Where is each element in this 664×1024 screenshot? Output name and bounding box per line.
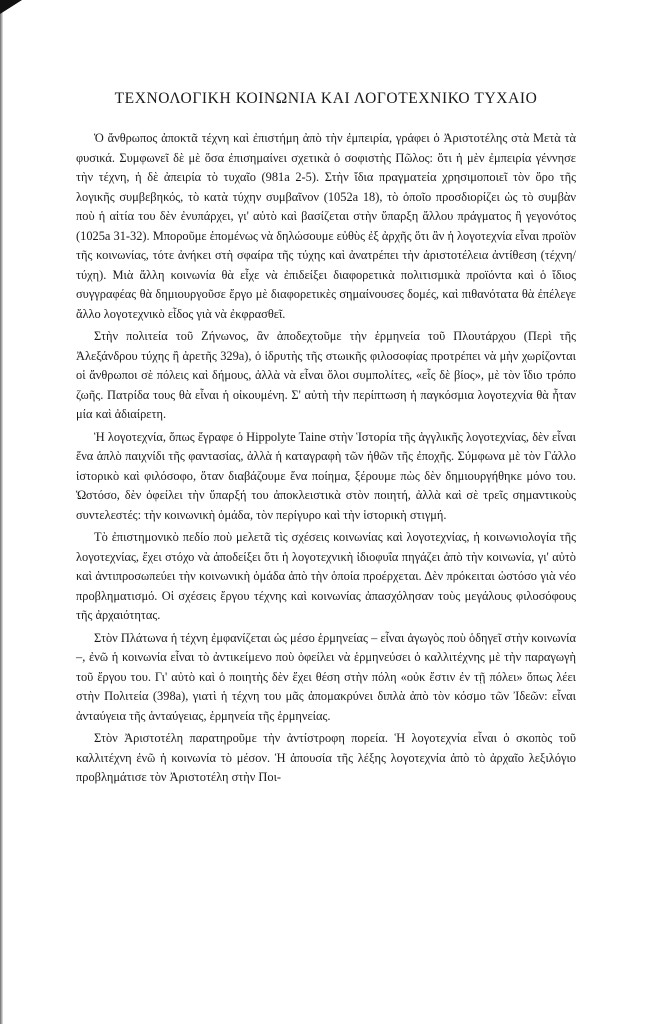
paragraph-5: Στὸν Πλάτωνα ἡ τέχνη ἐμφανίζεται ὡς μέσο ἑρμηνείας – εἶναι ἀγωγὸς ποὺ ὁδηγεῖ στὴν κοινωνία –, ἐνῶ ἡ κοινωνία εἶναι τὸ ἀντικείμενο ποὺ ὀφείλει νὰ ἑρμηνεύσει ὁ καλλιτέχνης μὲ τὴν παραγωγὴ τοῦ ἔργου του. Γι' αὐτὸ καὶ ὁ ποιητὴς δὲν ἔχει θέση στὴν πόλη «οὐκ ἔστιν ἐν τῇ πόλει» ὅπως λέει στὴν Πολιτεία (398a), γιατὶ ἡ τέχνη του μᾶς ἀπομακρύνει διπλὰ ἀπὸ τὸν κόσμο τῶν Ἰδεῶν: εἶναι ἀνταύγεια τῆς ἀνταύγειας, ἑρμηνεία τῆς ἑρμηνείας. (76, 630, 576, 723)
scan-edge (0, 0, 3, 1024)
paragraph-3: Ἡ λογοτεχνία, ὅπως ἔγραφε ὁ Hippolyte Taine στὴν Ἱστορία τῆς ἀγγλικῆς λογοτεχνίας, δὲν εἶναι ἕνα ἁπλὸ παιχνίδι τῆς φαντασίας, ἀλλὰ ἡ καταγραφὴ τῶν ἠθῶν τῆς ἐποχῆς. Σύμφωνα μὲ τὸν Γάλλο ἱστορικὸ καὶ φιλόσοφο, ὅταν διαβάζουμε ἕνα ποίημα, ξέρουμε πὼς δὲν δημιουργήθηκε μόνο του. Ὡστόσο, δὲν ὀφείλει τὴν ὕπαρξή του ἀποκλειστικὰ στὸν ποιητή, ἀλλὰ καὶ σὲ τρεῖς σημαντικοὺς συντελεστές: τὴν κοινωνικὴ ὁμάδα, τὸν περίγυρο καὶ τὴν ἱστορικὴ στιγμή. (76, 429, 576, 522)
paragraph-2: Στὴν πολιτεία τοῦ Ζήνωνος, ἂν ἀποδεχτοῦμε τὴν ἑρμηνεία τοῦ Πλουτάρχου (Περὶ τῆς Ἀλεξάνδρου τύχης ἢ ἀρετῆς 329a), ὁ ἱδρυτὴς τῆς στωικῆς φιλοσοφίας προτρέπει νὰ μὴν χωρίζονται οἱ ἄνθρωποι σὲ πόλεις καὶ δήμους, ἀλλὰ νὰ εἶναι ὅλοι συμπολίτες, «εἷς δὲ βίος», μὲ τὸν ἴδιο τρόπο ζωῆς. Πατρίδα τους θὰ εἶναι ἡ οἰκουμένη. Σ' αὐτὴ τὴν περίπτωση ἡ παγκόσμια λογοτεχνία θὰ ἦταν μία καὶ ἀδιαίρετη. (76, 329, 576, 421)
chapter-title: ΤΕΧΝΟΛΟΓΙΚΗ ΚΟΙΝΩΝΙΑ ΚΑΙ ΛΟΓΟΤΕΧΝΙΚΟ ΤΥΧΑΙΟ (114, 90, 538, 107)
body-text (76, 129, 576, 788)
scan-corner-mark (0, 0, 22, 14)
paragraph-1: Ὁ ἄνθρωπος ἀποκτᾶ τέχνη καὶ ἐπιστήμη ἀπὸ τὴν ἐμπειρία, γράφει ὁ Ἀριστοτέλης στὰ Μετὰ τὰ φυσικά. Συμφωνεῖ δὲ μὲ ὅσα ἐπισημαίνει σχετικὰ ὁ σοφιστὴς Πῶλος: ὅτι ἡ μὲν ἐμπειρία γέννησε τὴν τέχνη, ἡ δὲ ἀπειρία τὸ τυχαῖο (981a 2-5). Στὴν ἴδια πραγματεία χρησιμοποιεῖ τὸν ὅρο τῆς λογικῆς συμβεβηκός, τὸ κατὰ τύχην συμβαῖνον (1052a 18), τὸ ὁποῖο προσδιορίζει ὡς τὸ συμβὰν ποὺ ἡ αἰτία του δὲν ἐνυπάρχει, γι' αὐτὸ καὶ βασίζεται στὴν ὕπαρξη ἄλλου πράγματος ἢ γεγονότος (1025a 31-32). Μποροῦμε ἑπομένως νὰ δηλώσουμε εὐθὺς ἐξ ἀρχῆς ὅτι ἂν ἡ λογοτεχνία εἶναι προϊὸν τῆς κοινωνίας, τότε ἀνήκει στὴ σφαίρα τῆς τύχης καὶ ἀνατρέπει τὴν ἀριστοτέλεια ἀντίθεση (τέχνη/τύχη). Μιὰ ἄλλη κοινωνία θὰ εἶχε νὰ ἐπιδείξει διαφορετικὰ πολιτισμικὰ προϊόντα καὶ ὁ ἴδιος συγγραφέας θὰ δημιουργοῦσε ἔργο μὲ διαφορετικὲς σημαίνουσες δομές, καὶ πιθανότατα θὰ ἐπέλεγε ἄλλο λογοτεχνικὸ εἶδος γιὰ νὰ ἐκφρασθεῖ. (76, 131, 576, 321)
paragraph-4: Τὸ ἐπιστημονικὸ πεδίο ποὺ μελετᾶ τὶς σχέσεις κοινωνίας καὶ λογοτεχνίας, ἡ κοινωνιολογία τῆς λογοτεχνίας, ἔχει στόχο νὰ ἀποδείξει ὅτι ἡ λογοτεχνικὴ ἰδιοφυΐα πηγάζει ἀπὸ τὴν κοινωνία, γι' αὐτὸ καὶ ἀντιπροσωπεύει τὴν κοινωνικὴ ὁμάδα ἀπὸ τὴν ὁποία προέρχεται. Δὲν πρόκειται ὡστόσο γιὰ νέο προβληματισμό. Οἱ σχέσεις ἔργου τέχνης καὶ κοινωνίας ἀπασχόλησαν τοὺς μεγάλους φιλοσόφους τῆς ἀρχαιότητας. (76, 530, 576, 622)
paragraph-6: Στὸν Ἀριστοτέλη παρατηροῦμε τὴν ἀντίστροφη πορεία. Ἡ λογοτεχνία εἶναι ὁ σκοπὸς τοῦ καλλιτέχνη ἐνῶ ἡ κοινωνία τὸ μέσον. Ἡ ἀπουσία τῆς λέξης λογοτεχνία ἀπὸ τὸ ἀρχαῖο λεξιλόγιο προβλημάτισε τὸν Ἀριστοτέλη στὴν Ποι- (76, 731, 576, 784)
book-page (76, 90, 576, 788)
